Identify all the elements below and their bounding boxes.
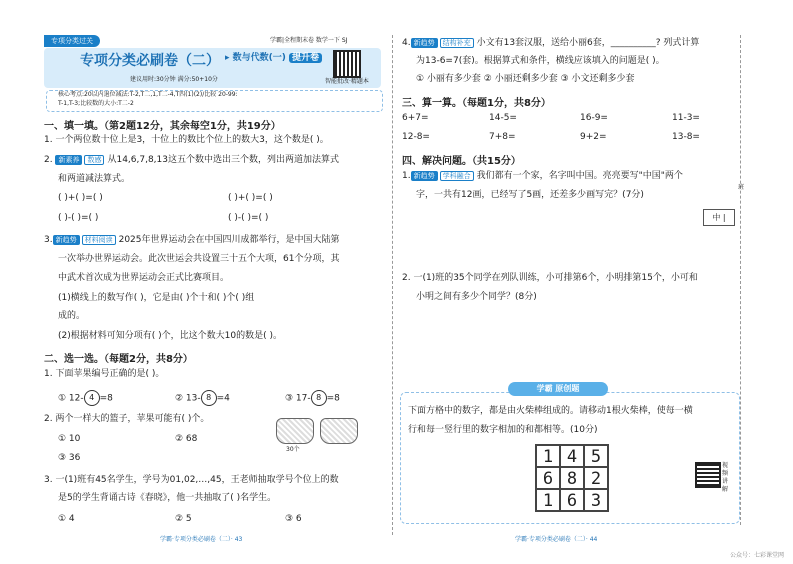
character-box: 中 | <box>703 209 735 226</box>
binding-line <box>740 35 741 525</box>
left-footer: 学霸·专项分类必刷卷（二）· 43 <box>160 536 243 543</box>
choice-q3-a: ① 4 <box>58 514 75 524</box>
choice-q1-a: ① 12- 4 =8 <box>58 390 113 406</box>
problem1: 1. 新趋势 学科融合 我们都有一个家，名字叫中国。亮亮要写"中国"两个 <box>402 171 683 181</box>
q3-sub1: (1)横线上的数写作( )，它是由( )个十和( )个( )组 <box>58 293 255 303</box>
calc-item: 12-8= <box>402 132 430 142</box>
q1: 1. 一个两位数十位上是3，十位上的数比个位上的数大3，这个数是( )。 <box>44 135 329 145</box>
center-divider <box>392 35 393 535</box>
choice-q3-line2: 是5的学生背诵古诗《春晓》，他一共抽取了( )名学生。 <box>58 493 277 503</box>
section1-title: 一、填一填。（第2题12分，其余每空1分，共19分） <box>44 121 281 132</box>
calc-item: 9+2= <box>580 132 607 142</box>
q3: 3. 新趋势 材料阅读 2025年世界运动会在中国四川成都举行，是中国大陆第 <box>44 235 340 245</box>
core-note-1: 核心考点:20以内退位减法:T-2,T二,1,T二-4,T四(1)(2)/比较 20-99: <box>58 91 238 98</box>
choice-q1-c: ③ 17- 8 =8 <box>285 390 340 406</box>
choice-q2-c: ③ 36 <box>58 453 81 463</box>
q2: 2. 新素养 数感 从14,6,7,8,13这五个数中选出三个数，列出两道加法算式 <box>44 155 339 165</box>
choice-q2: 2. 两个一样大的篮子，苹果可能有( )个。 <box>44 414 210 424</box>
calc-item: 11-3= <box>672 113 700 123</box>
basket-label: 30个 <box>286 446 300 453</box>
matchstick-digit: 1 <box>536 445 560 467</box>
calc-item: 13-8= <box>672 132 700 142</box>
level-tag: 提升卷 <box>289 53 322 63</box>
matchstick-digit: 1 <box>536 489 560 511</box>
q2-continue: 和两道减法算式。 <box>58 174 131 184</box>
watermark: 公众号：七彩课堂网 <box>730 552 785 559</box>
calc-item: 7+8= <box>489 132 516 142</box>
tag-trend: 新趋势 <box>411 171 438 181</box>
problem2-line2: 小明之间有多少个同学？(8分) <box>416 292 537 302</box>
matchstick-digit: 8 <box>560 467 584 489</box>
choice-q1: 1. 下面苹果编号正确的是( )。 <box>44 369 165 379</box>
q3-line3: 中武术首次成为世界运动会正式比赛项目。 <box>58 273 230 283</box>
triangle-icon: ▸ <box>225 53 233 63</box>
video-caption: 视频讲解 <box>722 462 729 493</box>
q2-row1-a: ( )+( )=( ) <box>58 193 103 203</box>
tag-interdisciplinary: 学科融合 <box>440 171 474 181</box>
page-title: 专项分类必刷卷（二） <box>80 53 220 69</box>
q2-row2-a: ( )-( )=( ) <box>58 213 99 223</box>
tag-reading: 材料阅读 <box>82 235 116 245</box>
tag-new-literacy: 新素养 <box>55 155 82 165</box>
q4: 4. 新趋势 结构补充 小文有13套汉服，送给小丽6套，__________? 列式计算 <box>402 38 700 48</box>
tag-number-sense: 数感 <box>84 155 104 165</box>
bonus-line1: 下面方格中的数字，都是由火柴棒组成的。请移动1根火柴棒，使每一横 <box>408 406 693 416</box>
calc-item: 16-9= <box>580 113 608 123</box>
right-footer: 学霸·专项分类必刷卷（二）· 44 <box>515 536 598 543</box>
matchstick-digit: 3 <box>584 489 608 511</box>
time-score: 建议用时:30分钟 满分:50+10分 <box>130 76 218 83</box>
header-right: 学霸|全程期末卷 数学一下 SJ <box>270 37 348 44</box>
choice-q3-line1: 3. 一(1)班有45名学生，学号为01,02,…,45，王老师抽取学号个位上的数 <box>44 475 339 485</box>
section3-title: 三、算一算。（每题1分，共8分） <box>402 98 551 109</box>
choice-q3-c: ③ 6 <box>285 514 302 524</box>
bonus-line2: 行和每一竖行里的数字相加的和都相等。(10分) <box>408 425 598 435</box>
qr-code-icon <box>695 462 721 488</box>
choice-q2-a: ① 10 <box>58 434 81 444</box>
tag-structure: 结构补充 <box>440 38 474 48</box>
q2-row1-b: ( )+( )=( ) <box>228 193 273 203</box>
tag-trend: 新趋势 <box>53 235 80 245</box>
matchstick-digit: 2 <box>584 467 608 489</box>
matchstick-digit: 5 <box>584 445 608 467</box>
apple-icon: 8 <box>201 390 217 406</box>
calc-item: 14-5= <box>489 113 517 123</box>
bonus-banner: 学霸 原创题 <box>508 382 608 396</box>
problem2: 2. 一(1)班的35个同学在列队训练，小可排第6个，小明排第15个，小可和 <box>402 273 698 283</box>
basket-icon <box>320 418 358 444</box>
choice-q1-b: ② 13- 8 =4 <box>175 390 230 406</box>
choice-q2-b: ② 68 <box>175 434 198 444</box>
calc-item: 6+7= <box>402 113 429 123</box>
basket-icon <box>276 418 314 444</box>
qr-code-icon <box>333 50 361 78</box>
q3-sub1-cont: 成的。 <box>58 311 86 321</box>
q4-options: ① 小丽有多少套 ② 小丽还剩多少套 ③ 小文还剩多少套 <box>416 74 635 84</box>
q4-line2: 为13-6=7(套)。根据算式和条件，横线应该填入的问题是( )。 <box>416 56 665 66</box>
apple-icon: 4 <box>84 390 100 406</box>
section2-title: 二、选一选。（每题2分，共8分） <box>44 354 193 365</box>
q3-line2: 一次举办世界运动会。此次世运会共设置三十五个大项，61个分项，其 <box>58 254 340 264</box>
section4-title: 四、解决问题。（共15分） <box>402 156 521 167</box>
matchstick-digit: 4 <box>560 445 584 467</box>
apple-icon: 8 <box>311 390 327 406</box>
matchstick-grid <box>535 444 609 512</box>
problem1-line2: 字，一共有12画，已经写了5画，还差多少画写完？(7分) <box>416 190 644 200</box>
q3-sub2: (2)根据材料可知分项有( )个，比这个数大10的数是( )。 <box>58 331 282 341</box>
badge: 专项分类过关 <box>44 35 100 47</box>
core-note-2: T-1,T-3;比较数的大小:T二-2 <box>58 100 134 107</box>
q2-row2-b: ( )-( )=( ) <box>228 213 269 223</box>
matchstick-digit: 6 <box>560 489 584 511</box>
matchstick-digit: 6 <box>536 467 560 489</box>
tag-trend: 新趋势 <box>411 38 438 48</box>
qr-caption: 智能批改·精题本 <box>325 78 369 85</box>
subtitle: ▸ 数与代数(一) 提升卷 <box>225 52 322 64</box>
choice-q3-b: ② 5 <box>175 514 192 524</box>
side-mark: 班 <box>738 184 745 191</box>
